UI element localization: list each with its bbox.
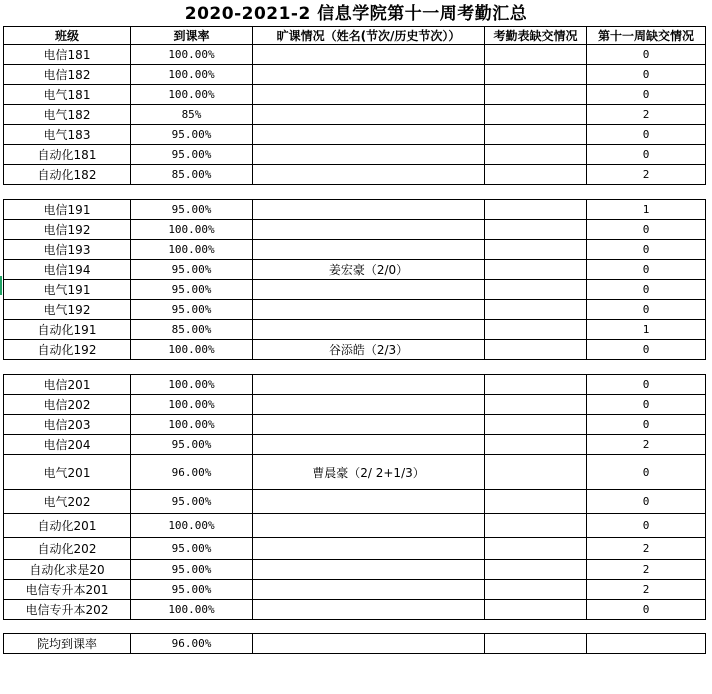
table-row <box>4 560 706 580</box>
table-row <box>4 65 706 85</box>
table-row <box>4 280 706 300</box>
rate-cell[interactable]: 95.00% <box>131 560 253 580</box>
week-missing-cell[interactable]: 0 <box>587 375 706 395</box>
week-missing-cell[interactable]: 2 <box>587 560 706 580</box>
absence-cell[interactable] <box>253 300 485 320</box>
table-row <box>4 105 706 125</box>
table-row <box>4 45 706 65</box>
rate-cell[interactable]: 100.00% <box>131 600 253 620</box>
form-missing-cell[interactable] <box>485 415 587 435</box>
spacer-row <box>4 620 706 634</box>
absence-cell[interactable] <box>253 240 485 260</box>
absence-cell[interactable] <box>253 125 485 145</box>
class-cell[interactable]: 电气202 <box>4 490 131 514</box>
form-missing-cell[interactable] <box>485 240 587 260</box>
table-row <box>4 220 706 240</box>
absence-cell[interactable] <box>253 320 485 340</box>
class-cell[interactable]: 电信192 <box>4 220 131 240</box>
spacer-cell[interactable] <box>131 620 253 634</box>
week-missing-cell[interactable]: 0 <box>587 65 706 85</box>
header-rate[interactable]: 到课率 <box>131 27 253 45</box>
absence-cell[interactable] <box>253 514 485 538</box>
rate-cell[interactable]: 95.00% <box>131 125 253 145</box>
class-cell[interactable]: 电气183 <box>4 125 131 145</box>
sheet-title: 2020-2021-2 信息学院第十一周考勤汇总 <box>184 4 528 24</box>
spacer-row <box>4 360 706 375</box>
week-missing-cell[interactable]: 0 <box>587 45 706 65</box>
rate-cell[interactable]: 95.00% <box>131 260 253 280</box>
attendance-table <box>3 26 706 654</box>
week-missing-cell[interactable]: 0 <box>587 240 706 260</box>
class-cell[interactable]: 电气191 <box>4 280 131 300</box>
class-cell[interactable]: 电信203 <box>4 415 131 435</box>
week-missing-cell[interactable]: 0 <box>587 260 706 280</box>
form-missing-cell[interactable] <box>485 560 587 580</box>
absence-cell[interactable]: 谷添皓（2/3） <box>253 340 485 360</box>
table-row <box>4 395 706 415</box>
absence-cell[interactable] <box>253 65 485 85</box>
class-cell[interactable]: 电信181 <box>4 45 131 65</box>
form-missing-cell[interactable] <box>485 45 587 65</box>
absence-cell[interactable] <box>253 85 485 105</box>
class-cell[interactable]: 电气181 <box>4 85 131 105</box>
form-missing-cell[interactable] <box>485 600 587 620</box>
class-cell[interactable]: 电信专升本201 <box>4 580 131 600</box>
class-cell[interactable]: 电信专升本202 <box>4 600 131 620</box>
week-missing-cell[interactable]: 2 <box>587 165 706 185</box>
class-cell[interactable]: 电信194 <box>4 260 131 280</box>
table-row <box>4 125 706 145</box>
absence-cell[interactable] <box>253 560 485 580</box>
rate-cell[interactable]: 95.00% <box>131 280 253 300</box>
spacer-cell[interactable] <box>485 360 587 375</box>
table-row <box>4 634 706 654</box>
form-missing-cell[interactable] <box>485 580 587 600</box>
class-cell[interactable]: 自动化202 <box>4 538 131 560</box>
form-missing-cell[interactable] <box>485 65 587 85</box>
rate-cell[interactable]: 100.00% <box>131 340 253 360</box>
week-missing-cell[interactable]: 0 <box>587 220 706 240</box>
rate-cell[interactable]: 100.00% <box>131 45 253 65</box>
week-missing-cell[interactable]: 1 <box>587 320 706 340</box>
week-missing-cell[interactable]: 0 <box>587 145 706 165</box>
table-row <box>4 340 706 360</box>
spacer-cell[interactable] <box>587 620 706 634</box>
table-row <box>4 435 706 455</box>
rate-cell[interactable]: 95.00% <box>131 538 253 560</box>
form-missing-cell[interactable] <box>485 145 587 165</box>
form-missing-cell[interactable] <box>485 220 587 240</box>
form-missing-cell[interactable] <box>485 300 587 320</box>
class-cell[interactable]: 电信201 <box>4 375 131 395</box>
rate-cell[interactable]: 100.00% <box>131 240 253 260</box>
class-cell[interactable]: 自动化求是20 <box>4 560 131 580</box>
week-missing-cell[interactable] <box>587 634 706 654</box>
form-missing-cell[interactable] <box>485 165 587 185</box>
header-class[interactable]: 班级 <box>4 27 131 45</box>
spacer-cell[interactable] <box>4 620 131 634</box>
form-missing-cell[interactable] <box>485 85 587 105</box>
table-row <box>4 320 706 340</box>
week-missing-cell[interactable]: 0 <box>587 395 706 415</box>
absence-cell[interactable]: 姜宏豪（2/0） <box>253 260 485 280</box>
class-cell[interactable]: 电气192 <box>4 300 131 320</box>
class-cell[interactable]: 电气182 <box>4 105 131 125</box>
class-cell[interactable]: 自动化201 <box>4 514 131 538</box>
table-row <box>4 165 706 185</box>
active-row-marker <box>0 276 2 295</box>
spacer-cell[interactable] <box>587 360 706 375</box>
form-missing-cell[interactable] <box>485 514 587 538</box>
week-missing-cell[interactable]: 2 <box>587 105 706 125</box>
week-missing-cell[interactable]: 0 <box>587 300 706 320</box>
absence-cell[interactable] <box>253 634 485 654</box>
spacer-cell[interactable] <box>131 185 253 200</box>
rate-cell[interactable]: 95.00% <box>131 145 253 165</box>
week-missing-cell[interactable]: 2 <box>587 435 706 455</box>
table-row <box>4 514 706 538</box>
form-missing-cell[interactable] <box>485 320 587 340</box>
table-row <box>4 145 706 165</box>
form-missing-cell[interactable] <box>485 395 587 415</box>
form-missing-cell[interactable] <box>485 490 587 514</box>
table-row <box>4 85 706 105</box>
table-row <box>4 538 706 560</box>
week-missing-cell[interactable]: 0 <box>587 340 706 360</box>
rate-cell[interactable]: 100.00% <box>131 220 253 240</box>
absence-cell[interactable] <box>253 580 485 600</box>
class-cell[interactable]: 电信191 <box>4 200 131 220</box>
absence-cell[interactable] <box>253 200 485 220</box>
spacer-cell[interactable] <box>253 360 485 375</box>
class-cell[interactable]: 电气201 <box>4 455 131 490</box>
rate-cell[interactable]: 96.00% <box>131 634 253 654</box>
rate-cell[interactable]: 95.00% <box>131 580 253 600</box>
spacer-cell[interactable] <box>587 185 706 200</box>
form-missing-cell[interactable] <box>485 538 587 560</box>
week-missing-cell[interactable]: 1 <box>587 200 706 220</box>
class-cell[interactable]: 电信204 <box>4 435 131 455</box>
table-row <box>4 455 706 490</box>
absence-cell[interactable] <box>253 220 485 240</box>
rate-cell[interactable]: 85.00% <box>131 165 253 185</box>
rate-cell[interactable]: 95.00% <box>131 435 253 455</box>
rate-cell[interactable]: 95.00% <box>131 300 253 320</box>
class-cell[interactable]: 电信202 <box>4 395 131 415</box>
week-missing-cell[interactable]: 0 <box>587 455 706 490</box>
class-cell[interactable]: 自动化192 <box>4 340 131 360</box>
form-missing-cell[interactable] <box>485 200 587 220</box>
table-row <box>4 490 706 514</box>
absence-cell[interactable] <box>253 165 485 185</box>
table-row <box>4 375 706 395</box>
rate-cell[interactable]: 85% <box>131 105 253 125</box>
header-week-missing[interactable]: 第十一周缺交情况 <box>587 27 706 45</box>
absence-cell[interactable] <box>253 415 485 435</box>
rate-cell[interactable]: 100.00% <box>131 65 253 85</box>
form-missing-cell[interactable] <box>485 105 587 125</box>
week-missing-cell[interactable]: 0 <box>587 125 706 145</box>
rate-cell[interactable]: 96.00% <box>131 455 253 490</box>
week-missing-cell[interactable]: 2 <box>587 580 706 600</box>
week-missing-cell[interactable]: 0 <box>587 415 706 435</box>
class-cell[interactable]: 电信193 <box>4 240 131 260</box>
absence-cell[interactable] <box>253 375 485 395</box>
header-absence[interactable]: 旷课情况（姓名(节次/历史节次）） <box>253 27 485 45</box>
absence-cell[interactable] <box>253 490 485 514</box>
spacer-cell[interactable] <box>4 185 131 200</box>
form-missing-cell[interactable] <box>485 340 587 360</box>
week-missing-cell[interactable]: 0 <box>587 280 706 300</box>
spacer-cell[interactable] <box>485 185 587 200</box>
rate-cell[interactable]: 100.00% <box>131 415 253 435</box>
header-row <box>4 27 706 45</box>
table-row <box>4 260 706 280</box>
rate-cell[interactable]: 100.00% <box>131 85 253 105</box>
rate-cell[interactable]: 100.00% <box>131 375 253 395</box>
table-row <box>4 415 706 435</box>
absence-cell[interactable] <box>253 105 485 125</box>
spacer-cell[interactable] <box>485 620 587 634</box>
rate-cell[interactable]: 100.00% <box>131 395 253 415</box>
table-row <box>4 240 706 260</box>
rate-cell[interactable]: 95.00% <box>131 490 253 514</box>
absence-cell[interactable] <box>253 435 485 455</box>
spacer-cell[interactable] <box>253 620 485 634</box>
spacer-cell[interactable] <box>253 185 485 200</box>
week-missing-cell[interactable]: 0 <box>587 85 706 105</box>
week-missing-cell[interactable]: 0 <box>587 514 706 538</box>
absence-cell[interactable] <box>253 280 485 300</box>
absence-cell[interactable]: 曹晨豪（2/ 2+1/3） <box>253 455 485 490</box>
class-cell[interactable]: 电信182 <box>4 65 131 85</box>
spacer-row <box>4 185 706 200</box>
rate-cell[interactable]: 85.00% <box>131 320 253 340</box>
table-row <box>4 600 706 620</box>
class-cell[interactable]: 自动化181 <box>4 145 131 165</box>
form-missing-cell[interactable] <box>485 375 587 395</box>
week-missing-cell[interactable]: 0 <box>587 600 706 620</box>
table-row <box>4 300 706 320</box>
form-missing-cell[interactable] <box>485 280 587 300</box>
rate-cell[interactable]: 95.00% <box>131 200 253 220</box>
class-cell[interactable]: 自动化191 <box>4 320 131 340</box>
absence-cell[interactable] <box>253 600 485 620</box>
week-missing-cell[interactable]: 2 <box>587 538 706 560</box>
table-row <box>4 580 706 600</box>
header-form-missing[interactable]: 考勤表缺交情况 <box>485 27 587 45</box>
form-missing-cell[interactable] <box>485 260 587 280</box>
absence-cell[interactable] <box>253 145 485 165</box>
rate-cell[interactable]: 100.00% <box>131 514 253 538</box>
spacer-cell[interactable] <box>131 360 253 375</box>
form-missing-cell[interactable] <box>485 125 587 145</box>
absence-cell[interactable] <box>253 45 485 65</box>
spacer-cell[interactable] <box>4 360 131 375</box>
form-missing-cell[interactable] <box>485 634 587 654</box>
class-cell[interactable]: 院均到课率 <box>4 634 131 654</box>
week-missing-cell[interactable]: 0 <box>587 490 706 514</box>
absence-cell[interactable] <box>253 538 485 560</box>
table-row <box>4 200 706 220</box>
form-missing-cell[interactable] <box>485 435 587 455</box>
class-cell[interactable]: 自动化182 <box>4 165 131 185</box>
absence-cell[interactable] <box>253 395 485 415</box>
form-missing-cell[interactable] <box>485 455 587 490</box>
